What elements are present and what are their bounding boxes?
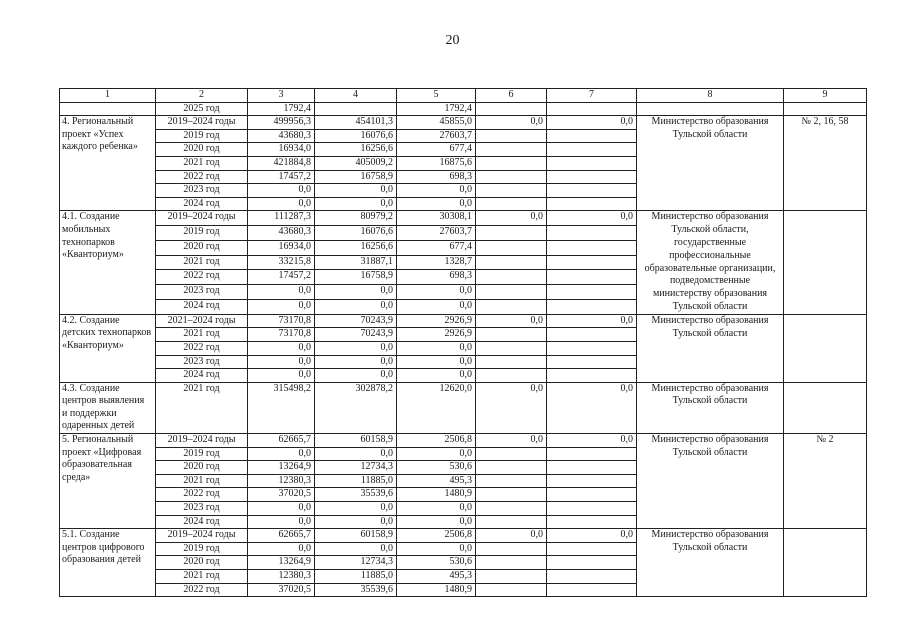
column-7-cell bbox=[547, 328, 637, 342]
column-6-cell: 0,0 bbox=[476, 434, 547, 448]
period-cell: 2021 год bbox=[156, 328, 248, 342]
period-cell: 2019 год bbox=[156, 129, 248, 143]
table-row bbox=[60, 314, 867, 328]
column-7-cell bbox=[547, 197, 637, 211]
total-cell: 13264,9 bbox=[248, 556, 315, 570]
column-6-cell bbox=[476, 156, 547, 170]
period-cell: 2020 год bbox=[156, 240, 248, 255]
total-cell: 0,0 bbox=[248, 447, 315, 461]
regional-cell: 0,0 bbox=[397, 285, 476, 300]
period-cell: 2021–2024 годы bbox=[156, 314, 248, 328]
column-header-1: 1 bbox=[60, 89, 156, 103]
period-cell: 2019–2024 годы bbox=[156, 116, 248, 130]
period-cell: 2019 год bbox=[156, 447, 248, 461]
column-7-cell bbox=[547, 583, 637, 597]
total-cell: 13264,9 bbox=[248, 461, 315, 475]
column-7-cell bbox=[547, 299, 637, 314]
column-7-cell bbox=[547, 285, 637, 300]
table-row bbox=[60, 116, 867, 130]
regional-cell: 16875,6 bbox=[397, 156, 476, 170]
federal-cell: 35539,6 bbox=[315, 488, 397, 502]
column-7-cell bbox=[547, 341, 637, 355]
responsible-executor: Министерство образования Тульской области bbox=[637, 314, 784, 382]
column-6-cell bbox=[476, 299, 547, 314]
total-cell: 73170,8 bbox=[248, 314, 315, 328]
column-7-cell: 0,0 bbox=[547, 382, 637, 433]
column-6-cell bbox=[476, 129, 547, 143]
column-7-cell bbox=[547, 170, 637, 184]
column-6-cell bbox=[476, 270, 547, 285]
regional-cell: 1480,9 bbox=[397, 583, 476, 597]
federal-cell: 0,0 bbox=[315, 197, 397, 211]
period-cell: 2024 год bbox=[156, 515, 248, 529]
column-7-cell bbox=[547, 102, 637, 116]
column-7-cell bbox=[547, 447, 637, 461]
column-6-cell bbox=[476, 461, 547, 475]
table-row bbox=[60, 434, 867, 448]
measure-name: 4. Региональный проект «Успех каждого ребенка» bbox=[60, 116, 156, 211]
measure-name: 5.1. Создание центров цифрового образования детей bbox=[60, 529, 156, 597]
total-cell: 1792,4 bbox=[248, 102, 315, 116]
column-7-cell bbox=[547, 556, 637, 570]
federal-cell: 16758,9 bbox=[315, 270, 397, 285]
column-6-cell: 0,0 bbox=[476, 116, 547, 130]
federal-cell: 12734,3 bbox=[315, 556, 397, 570]
period-cell: 2022 год bbox=[156, 583, 248, 597]
column-7-cell bbox=[547, 515, 637, 529]
column-6-cell bbox=[476, 341, 547, 355]
responsible-executor: Министерство образования Тульской области bbox=[637, 116, 784, 211]
indicator-ref bbox=[784, 211, 867, 314]
federal-cell: 16076,6 bbox=[315, 226, 397, 241]
period-cell: 2023 год bbox=[156, 355, 248, 369]
indicator-ref bbox=[784, 382, 867, 433]
regional-cell: 530,6 bbox=[397, 461, 476, 475]
regional-cell: 1480,9 bbox=[397, 488, 476, 502]
period-cell: 2020 год bbox=[156, 556, 248, 570]
federal-cell: 70243,9 bbox=[315, 328, 397, 342]
responsible-executor: Министерство образования Тульской области bbox=[637, 382, 784, 433]
period-cell: 2021 год bbox=[156, 570, 248, 584]
period-cell: 2023 год bbox=[156, 285, 248, 300]
federal-cell: 11885,0 bbox=[315, 474, 397, 488]
period-cell: 2019 год bbox=[156, 542, 248, 556]
header-row bbox=[60, 89, 867, 103]
period-cell: 2021 год bbox=[156, 382, 248, 433]
regional-cell: 0,0 bbox=[397, 355, 476, 369]
total-cell: 37020,5 bbox=[248, 488, 315, 502]
federal-cell: 0,0 bbox=[315, 355, 397, 369]
column-6-cell bbox=[476, 226, 547, 241]
regional-cell: 0,0 bbox=[397, 542, 476, 556]
federal-cell: 302878,2 bbox=[315, 382, 397, 433]
total-cell: 0,0 bbox=[248, 285, 315, 300]
column-header-2: 2 bbox=[156, 89, 248, 103]
column-header-9: 9 bbox=[784, 89, 867, 103]
total-cell: 421884,8 bbox=[248, 156, 315, 170]
regional-cell: 0,0 bbox=[397, 369, 476, 383]
federal-cell: 12734,3 bbox=[315, 461, 397, 475]
total-cell: 111287,3 bbox=[248, 211, 315, 226]
period-cell: 2021 год bbox=[156, 255, 248, 270]
column-7-cell bbox=[547, 226, 637, 241]
federal-cell: 0,0 bbox=[315, 369, 397, 383]
measure-name: 4.2. Создание детских технопарков «Кванториум» bbox=[60, 314, 156, 382]
table-row bbox=[60, 382, 867, 433]
total-cell: 0,0 bbox=[248, 542, 315, 556]
total-cell: 0,0 bbox=[248, 369, 315, 383]
column-6-cell bbox=[476, 542, 547, 556]
column-6-cell bbox=[476, 447, 547, 461]
column-7-cell bbox=[547, 488, 637, 502]
column-7-cell bbox=[547, 270, 637, 285]
regional-cell: 45855,0 bbox=[397, 116, 476, 130]
indicator-ref bbox=[784, 102, 867, 116]
regional-cell: 0,0 bbox=[397, 341, 476, 355]
regional-cell: 530,6 bbox=[397, 556, 476, 570]
total-cell: 62665,7 bbox=[248, 529, 315, 543]
total-cell: 37020,5 bbox=[248, 583, 315, 597]
total-cell: 17457,2 bbox=[248, 170, 315, 184]
total-cell: 0,0 bbox=[248, 184, 315, 198]
period-cell: 2019 год bbox=[156, 226, 248, 241]
period-cell: 2020 год bbox=[156, 143, 248, 157]
measure-name: 4.3. Создание центров выявления и поддержки одаренных детей bbox=[60, 382, 156, 433]
column-6-cell bbox=[476, 328, 547, 342]
column-7-cell bbox=[547, 502, 637, 516]
federal-cell: 0,0 bbox=[315, 502, 397, 516]
period-cell: 2024 год bbox=[156, 197, 248, 211]
federal-cell: 0,0 bbox=[315, 515, 397, 529]
federal-cell: 11885,0 bbox=[315, 570, 397, 584]
total-cell: 0,0 bbox=[248, 197, 315, 211]
federal-cell: 60158,9 bbox=[315, 434, 397, 448]
period-cell: 2019–2024 годы bbox=[156, 529, 248, 543]
regional-cell: 2506,8 bbox=[397, 529, 476, 543]
total-cell: 16934,0 bbox=[248, 143, 315, 157]
column-7-cell bbox=[547, 570, 637, 584]
federal-cell: 80979,2 bbox=[315, 211, 397, 226]
table-row bbox=[60, 102, 867, 116]
total-cell: 315498,2 bbox=[248, 382, 315, 433]
federal-cell: 31887,1 bbox=[315, 255, 397, 270]
regional-cell: 495,3 bbox=[397, 570, 476, 584]
column-7-cell bbox=[547, 129, 637, 143]
measure-name bbox=[60, 102, 156, 116]
column-7-cell bbox=[547, 156, 637, 170]
federal-cell: 454101,3 bbox=[315, 116, 397, 130]
column-6-cell bbox=[476, 570, 547, 584]
federal-cell: 0,0 bbox=[315, 285, 397, 300]
federal-cell: 405009,2 bbox=[315, 156, 397, 170]
column-6-cell bbox=[476, 240, 547, 255]
indicator-ref bbox=[784, 529, 867, 597]
period-cell: 2022 год bbox=[156, 341, 248, 355]
column-7-cell bbox=[547, 474, 637, 488]
column-header-6: 6 bbox=[476, 89, 547, 103]
column-6-cell bbox=[476, 285, 547, 300]
total-cell: 43680,3 bbox=[248, 226, 315, 241]
column-7-cell: 0,0 bbox=[547, 116, 637, 130]
column-6-cell: 0,0 bbox=[476, 382, 547, 433]
regional-cell: 2506,8 bbox=[397, 434, 476, 448]
column-6-cell bbox=[476, 143, 547, 157]
column-header-7: 7 bbox=[547, 89, 637, 103]
regional-cell: 698,3 bbox=[397, 270, 476, 285]
federal-cell: 0,0 bbox=[315, 184, 397, 198]
indicator-ref: № 2, 16, 58 bbox=[784, 116, 867, 211]
period-cell: 2025 год bbox=[156, 102, 248, 116]
column-6-cell bbox=[476, 474, 547, 488]
period-cell: 2021 год bbox=[156, 156, 248, 170]
column-6-cell: 0,0 bbox=[476, 314, 547, 328]
responsible-executor: Министерство образования Тульской области bbox=[637, 529, 784, 597]
column-header-3: 3 bbox=[248, 89, 315, 103]
column-6-cell: 0,0 bbox=[476, 211, 547, 226]
column-6-cell bbox=[476, 502, 547, 516]
federal-cell bbox=[315, 102, 397, 116]
responsible-executor: Министерство образования Тульской области bbox=[637, 434, 784, 529]
column-7-cell: 0,0 bbox=[547, 211, 637, 226]
responsible-executor bbox=[637, 102, 784, 116]
column-6-cell bbox=[476, 583, 547, 597]
column-6-cell bbox=[476, 197, 547, 211]
column-6-cell bbox=[476, 369, 547, 383]
total-cell: 499956,3 bbox=[248, 116, 315, 130]
regional-cell: 1328,7 bbox=[397, 255, 476, 270]
federal-cell: 0,0 bbox=[315, 542, 397, 556]
period-cell: 2022 год bbox=[156, 170, 248, 184]
period-cell: 2024 год bbox=[156, 369, 248, 383]
column-7-cell bbox=[547, 143, 637, 157]
budget-table bbox=[59, 88, 867, 597]
regional-cell: 0,0 bbox=[397, 299, 476, 314]
column-6-cell bbox=[476, 170, 547, 184]
total-cell: 0,0 bbox=[248, 299, 315, 314]
regional-cell: 495,3 bbox=[397, 474, 476, 488]
column-7-cell bbox=[547, 542, 637, 556]
column-7-cell bbox=[547, 461, 637, 475]
regional-cell: 698,3 bbox=[397, 170, 476, 184]
column-header-8: 8 bbox=[637, 89, 784, 103]
federal-cell: 16076,6 bbox=[315, 129, 397, 143]
column-6-cell: 0,0 bbox=[476, 529, 547, 543]
total-cell: 12380,3 bbox=[248, 570, 315, 584]
regional-cell: 0,0 bbox=[397, 197, 476, 211]
regional-cell: 27603,7 bbox=[397, 129, 476, 143]
regional-cell: 0,0 bbox=[397, 184, 476, 198]
column-6-cell bbox=[476, 355, 547, 369]
period-cell: 2022 год bbox=[156, 270, 248, 285]
total-cell: 0,0 bbox=[248, 341, 315, 355]
total-cell: 43680,3 bbox=[248, 129, 315, 143]
regional-cell: 27603,7 bbox=[397, 226, 476, 241]
column-header-5: 5 bbox=[397, 89, 476, 103]
column-6-cell bbox=[476, 488, 547, 502]
column-header-4: 4 bbox=[315, 89, 397, 103]
total-cell: 16934,0 bbox=[248, 240, 315, 255]
column-6-cell bbox=[476, 184, 547, 198]
federal-cell: 16256,6 bbox=[315, 240, 397, 255]
federal-cell: 35539,6 bbox=[315, 583, 397, 597]
period-cell: 2019–2024 годы bbox=[156, 211, 248, 226]
total-cell: 12380,3 bbox=[248, 474, 315, 488]
regional-cell: 12620,0 bbox=[397, 382, 476, 433]
column-6-cell bbox=[476, 556, 547, 570]
federal-cell: 0,0 bbox=[315, 341, 397, 355]
column-7-cell bbox=[547, 184, 637, 198]
total-cell: 33215,8 bbox=[248, 255, 315, 270]
column-7-cell bbox=[547, 355, 637, 369]
measure-name: 5. Региональный проект «Цифровая образовательная среда» bbox=[60, 434, 156, 529]
column-7-cell: 0,0 bbox=[547, 434, 637, 448]
period-cell: 2023 год bbox=[156, 184, 248, 198]
table-row bbox=[60, 211, 867, 226]
regional-cell: 30308,1 bbox=[397, 211, 476, 226]
indicator-ref bbox=[784, 314, 867, 382]
period-cell: 2021 год bbox=[156, 474, 248, 488]
regional-cell: 0,0 bbox=[397, 515, 476, 529]
indicator-ref: № 2 bbox=[784, 434, 867, 529]
federal-cell: 0,0 bbox=[315, 299, 397, 314]
column-7-cell: 0,0 bbox=[547, 529, 637, 543]
total-cell: 62665,7 bbox=[248, 434, 315, 448]
regional-cell: 0,0 bbox=[397, 447, 476, 461]
federal-cell: 0,0 bbox=[315, 447, 397, 461]
column-7-cell bbox=[547, 255, 637, 270]
table-row bbox=[60, 529, 867, 543]
responsible-executor: Министерство образования Тульской области, государственные профессиональные образовательные организации, подведомственные министерству образования Тульской области bbox=[637, 211, 784, 314]
column-7-cell bbox=[547, 369, 637, 383]
measure-name: 4.1. Создание мобильных технопарков «Кванториум» bbox=[60, 211, 156, 314]
column-7-cell bbox=[547, 240, 637, 255]
total-cell: 0,0 bbox=[248, 515, 315, 529]
total-cell: 17457,2 bbox=[248, 270, 315, 285]
federal-cell: 70243,9 bbox=[315, 314, 397, 328]
regional-cell: 677,4 bbox=[397, 240, 476, 255]
regional-cell: 677,4 bbox=[397, 143, 476, 157]
column-6-cell bbox=[476, 102, 547, 116]
period-cell: 2020 год bbox=[156, 461, 248, 475]
regional-cell: 0,0 bbox=[397, 502, 476, 516]
column-6-cell bbox=[476, 515, 547, 529]
federal-cell: 16758,9 bbox=[315, 170, 397, 184]
page-number: 20 bbox=[445, 33, 460, 48]
period-cell: 2019–2024 годы bbox=[156, 434, 248, 448]
total-cell: 0,0 bbox=[248, 355, 315, 369]
period-cell: 2023 год bbox=[156, 502, 248, 516]
total-cell: 0,0 bbox=[248, 502, 315, 516]
column-6-cell bbox=[476, 255, 547, 270]
federal-cell: 16256,6 bbox=[315, 143, 397, 157]
period-cell: 2022 год bbox=[156, 488, 248, 502]
period-cell: 2024 год bbox=[156, 299, 248, 314]
column-7-cell: 0,0 bbox=[547, 314, 637, 328]
federal-cell: 60158,9 bbox=[315, 529, 397, 543]
regional-cell: 2926,9 bbox=[397, 314, 476, 328]
regional-cell: 2926,9 bbox=[397, 328, 476, 342]
total-cell: 73170,8 bbox=[248, 328, 315, 342]
regional-cell: 1792,4 bbox=[397, 102, 476, 116]
